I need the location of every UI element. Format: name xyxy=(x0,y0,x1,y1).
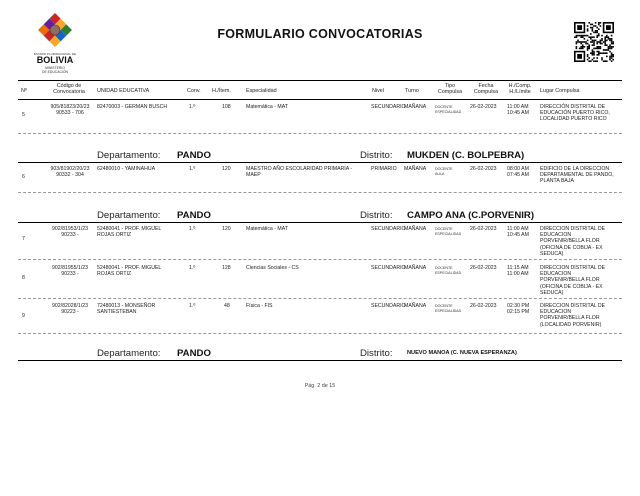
distrito-value: CAMPO ANA (C.PORVENIR) xyxy=(407,210,535,221)
row-unidad: 52480041 - PROF. MIGUEL ROJAS ORTIZ xyxy=(97,265,162,278)
departamento-label: Departamento: xyxy=(97,210,161,221)
col-header-hcomp: H./Comp. H./Límite xyxy=(508,83,532,96)
row-lugar: DIRECCION DISTRITAL DE EDUCACION PORVENIR/BELLA FLOR (OFICINA DE COBIJA - EX SEDUCA) xyxy=(540,226,606,257)
row-tipo: DOCENTE AULA xyxy=(435,167,453,176)
col-header-especialidad: Especialidad xyxy=(246,88,277,94)
logo-country: BOLIVIA xyxy=(36,55,74,65)
row-number: 5 xyxy=(22,112,25,118)
row-hitem: 128 xyxy=(222,265,231,271)
row-codigo: 903/81902/20/23 90332 - 304 xyxy=(50,166,90,179)
col-header-hitem: H./Ítem. xyxy=(212,88,231,94)
row-tipo: DOCENTE ESPECIALIDAD xyxy=(435,105,462,114)
distrito-label: Distrito: xyxy=(360,150,393,161)
col-header-codigo: Código de Convocatoria xyxy=(53,83,85,96)
row-tipo: DOCENTE ESPECIALIDAD xyxy=(435,227,462,236)
row-unidad: 82470003 - GERMAN BUSCH xyxy=(97,104,168,110)
distrito-value: NUEVO MANOA (C. NUEVA ESPERANZA) xyxy=(407,350,517,356)
row-codigo: 902/81955/1/23 90233 - xyxy=(51,265,89,278)
logo-ministry-caption: MINISTERIO DE EDUCACIÓN xyxy=(42,66,68,74)
row-turno: MAÑANA xyxy=(404,166,427,172)
col-header-fecha: Fecha Compulsa xyxy=(473,83,499,96)
row-number: 6 xyxy=(22,174,25,180)
row-codigo: 902/82028/1/23 90223 - xyxy=(51,303,89,316)
row-hitem: 120 xyxy=(222,166,231,172)
row-especialidad: MAESTRO AÑO ESCOLARIDAD PRIMARIA - MAEP xyxy=(246,166,353,179)
row-hcomp: 08:00 AM 07:45 AM xyxy=(507,166,529,179)
row-turno: MAÑANA xyxy=(404,104,427,110)
col-header-n: Nº xyxy=(21,88,27,94)
row-nivel: SECUNDARIO xyxy=(371,265,406,271)
row-lugar: DIRECCION DISTRITAL DE EDUCACION PORVENIR/BELLA FLOR (LOCALIDAD PORVENIR) xyxy=(540,303,606,328)
page-number: Pág. 2 de 15 xyxy=(304,383,336,389)
qr-code xyxy=(574,22,614,62)
col-header-unidad: UNIDAD EDUCATIVA xyxy=(97,88,150,94)
ministry-logo xyxy=(28,8,82,80)
qr-code-icon xyxy=(574,22,614,62)
row-hitem: 48 xyxy=(224,303,230,309)
row-lugar: EDIFICIO DE LA DIRECCION DEPARTAMENTAL DE PANDO, PLANTA BAJA xyxy=(540,166,614,185)
group-rule xyxy=(18,162,622,163)
row-separator xyxy=(18,192,622,193)
row-hcomp: 11:00 AM 10:45 AM xyxy=(507,104,529,117)
departamento-value: PANDO xyxy=(177,210,211,221)
row-number: 7 xyxy=(22,236,25,242)
row-nivel: SECUNDARIO xyxy=(371,303,406,309)
row-fecha: 26-02-2023 xyxy=(470,265,497,271)
row-number: 8 xyxy=(22,275,25,281)
col-header-conv: Conv. xyxy=(187,88,201,94)
col-header-turno: Turno xyxy=(405,88,419,94)
col-header-nivel: Nivel xyxy=(372,88,384,94)
row-hcomp: 11:00 AM 10:45 AM xyxy=(507,226,529,239)
row-conv: 1.º xyxy=(189,265,196,271)
row-hitem: 120 xyxy=(222,226,231,232)
row-unidad: 52480041 - PROF. MIGUEL ROJAS ORTIZ xyxy=(97,226,162,239)
row-nivel: PRIMARIO xyxy=(371,166,397,172)
row-separator xyxy=(18,333,622,334)
document-title: FORMULARIO CONVOCATORIAS xyxy=(217,27,423,41)
row-fecha: 26-02-2023 xyxy=(470,166,497,172)
row-lugar: DIRECCION DISTRITAL DE EDUCACION PORVENIR/BELLA FLOR (OFICINA DE COBIJA - EX SEDUCA) xyxy=(540,265,606,296)
row-unidad: 72480013 - MONSEÑOR SANTIESTEBAN xyxy=(97,303,156,316)
departamento-value: PANDO xyxy=(177,348,211,359)
row-tipo: DOCENTE ESPECIALIDAD xyxy=(435,266,462,275)
row-nivel: SECUNDARIO xyxy=(371,226,406,232)
row-especialidad: Matemática - MAT xyxy=(246,104,288,110)
header-top-rule xyxy=(18,80,622,81)
row-codigo: 905/81823/20/23 90533 - 706 xyxy=(50,104,90,117)
row-lugar: DIRECCIÓN DISTRITAL DE EDUCACIÓN PUERTO RICO, LOCALIDAD PUERTO RICO xyxy=(540,104,610,123)
group-rule xyxy=(18,222,622,223)
row-turno: MAÑANA xyxy=(404,226,427,232)
row-separator xyxy=(18,259,622,260)
logo-caption-top: ESTADO PLURINACIONAL DE xyxy=(33,52,76,56)
group-rule xyxy=(18,360,622,361)
col-header-lugar: Lugar Compulsa xyxy=(540,88,580,94)
row-conv: 1.º xyxy=(189,104,196,110)
row-tipo: DOCENTE ESPECIALIDAD xyxy=(435,304,462,313)
distrito-label: Distrito: xyxy=(360,210,393,221)
row-turno: MAÑANA xyxy=(404,303,427,309)
row-number: 9 xyxy=(22,313,25,319)
row-hcomp: 11:15 AM 11:00 AM xyxy=(507,265,529,278)
row-fecha: 26-02-2023 xyxy=(470,104,497,110)
row-nivel: SECUNDARIO xyxy=(371,104,406,110)
row-separator xyxy=(18,133,622,134)
row-conv: 1.º xyxy=(189,226,196,232)
row-turno: MAÑANA xyxy=(404,265,427,271)
row-hitem: 108 xyxy=(222,104,231,110)
departamento-label: Departamento: xyxy=(97,348,161,359)
distrito-label: Distrito: xyxy=(360,348,393,359)
row-codigo: 902/81953/1/23 90233 - xyxy=(51,226,89,239)
row-conv: 1.º xyxy=(189,166,196,172)
row-hcomp: 02:30 PM 02:15 PM xyxy=(507,303,530,316)
row-especialidad: Física - FIS xyxy=(246,303,273,309)
row-especialidad: Matemática - MAT xyxy=(246,226,288,232)
row-especialidad: Ciencias Sociales - CS xyxy=(246,265,299,271)
departamento-value: PANDO xyxy=(177,150,211,161)
row-fecha: 26-02-2023 xyxy=(470,226,497,232)
row-unidad: 62480010 - YAMINAHUA xyxy=(97,166,156,172)
row-fecha: 26-02-2023 xyxy=(470,303,497,309)
col-header-tipo: Tipo Compulsa xyxy=(437,83,463,96)
departamento-label: Departamento: xyxy=(97,150,161,161)
header-bottom-rule xyxy=(18,99,622,100)
distrito-value: MUKDEN (C. BOLPEBRA) xyxy=(407,150,525,161)
row-separator xyxy=(18,298,622,299)
row-conv: 1.º xyxy=(189,303,196,309)
